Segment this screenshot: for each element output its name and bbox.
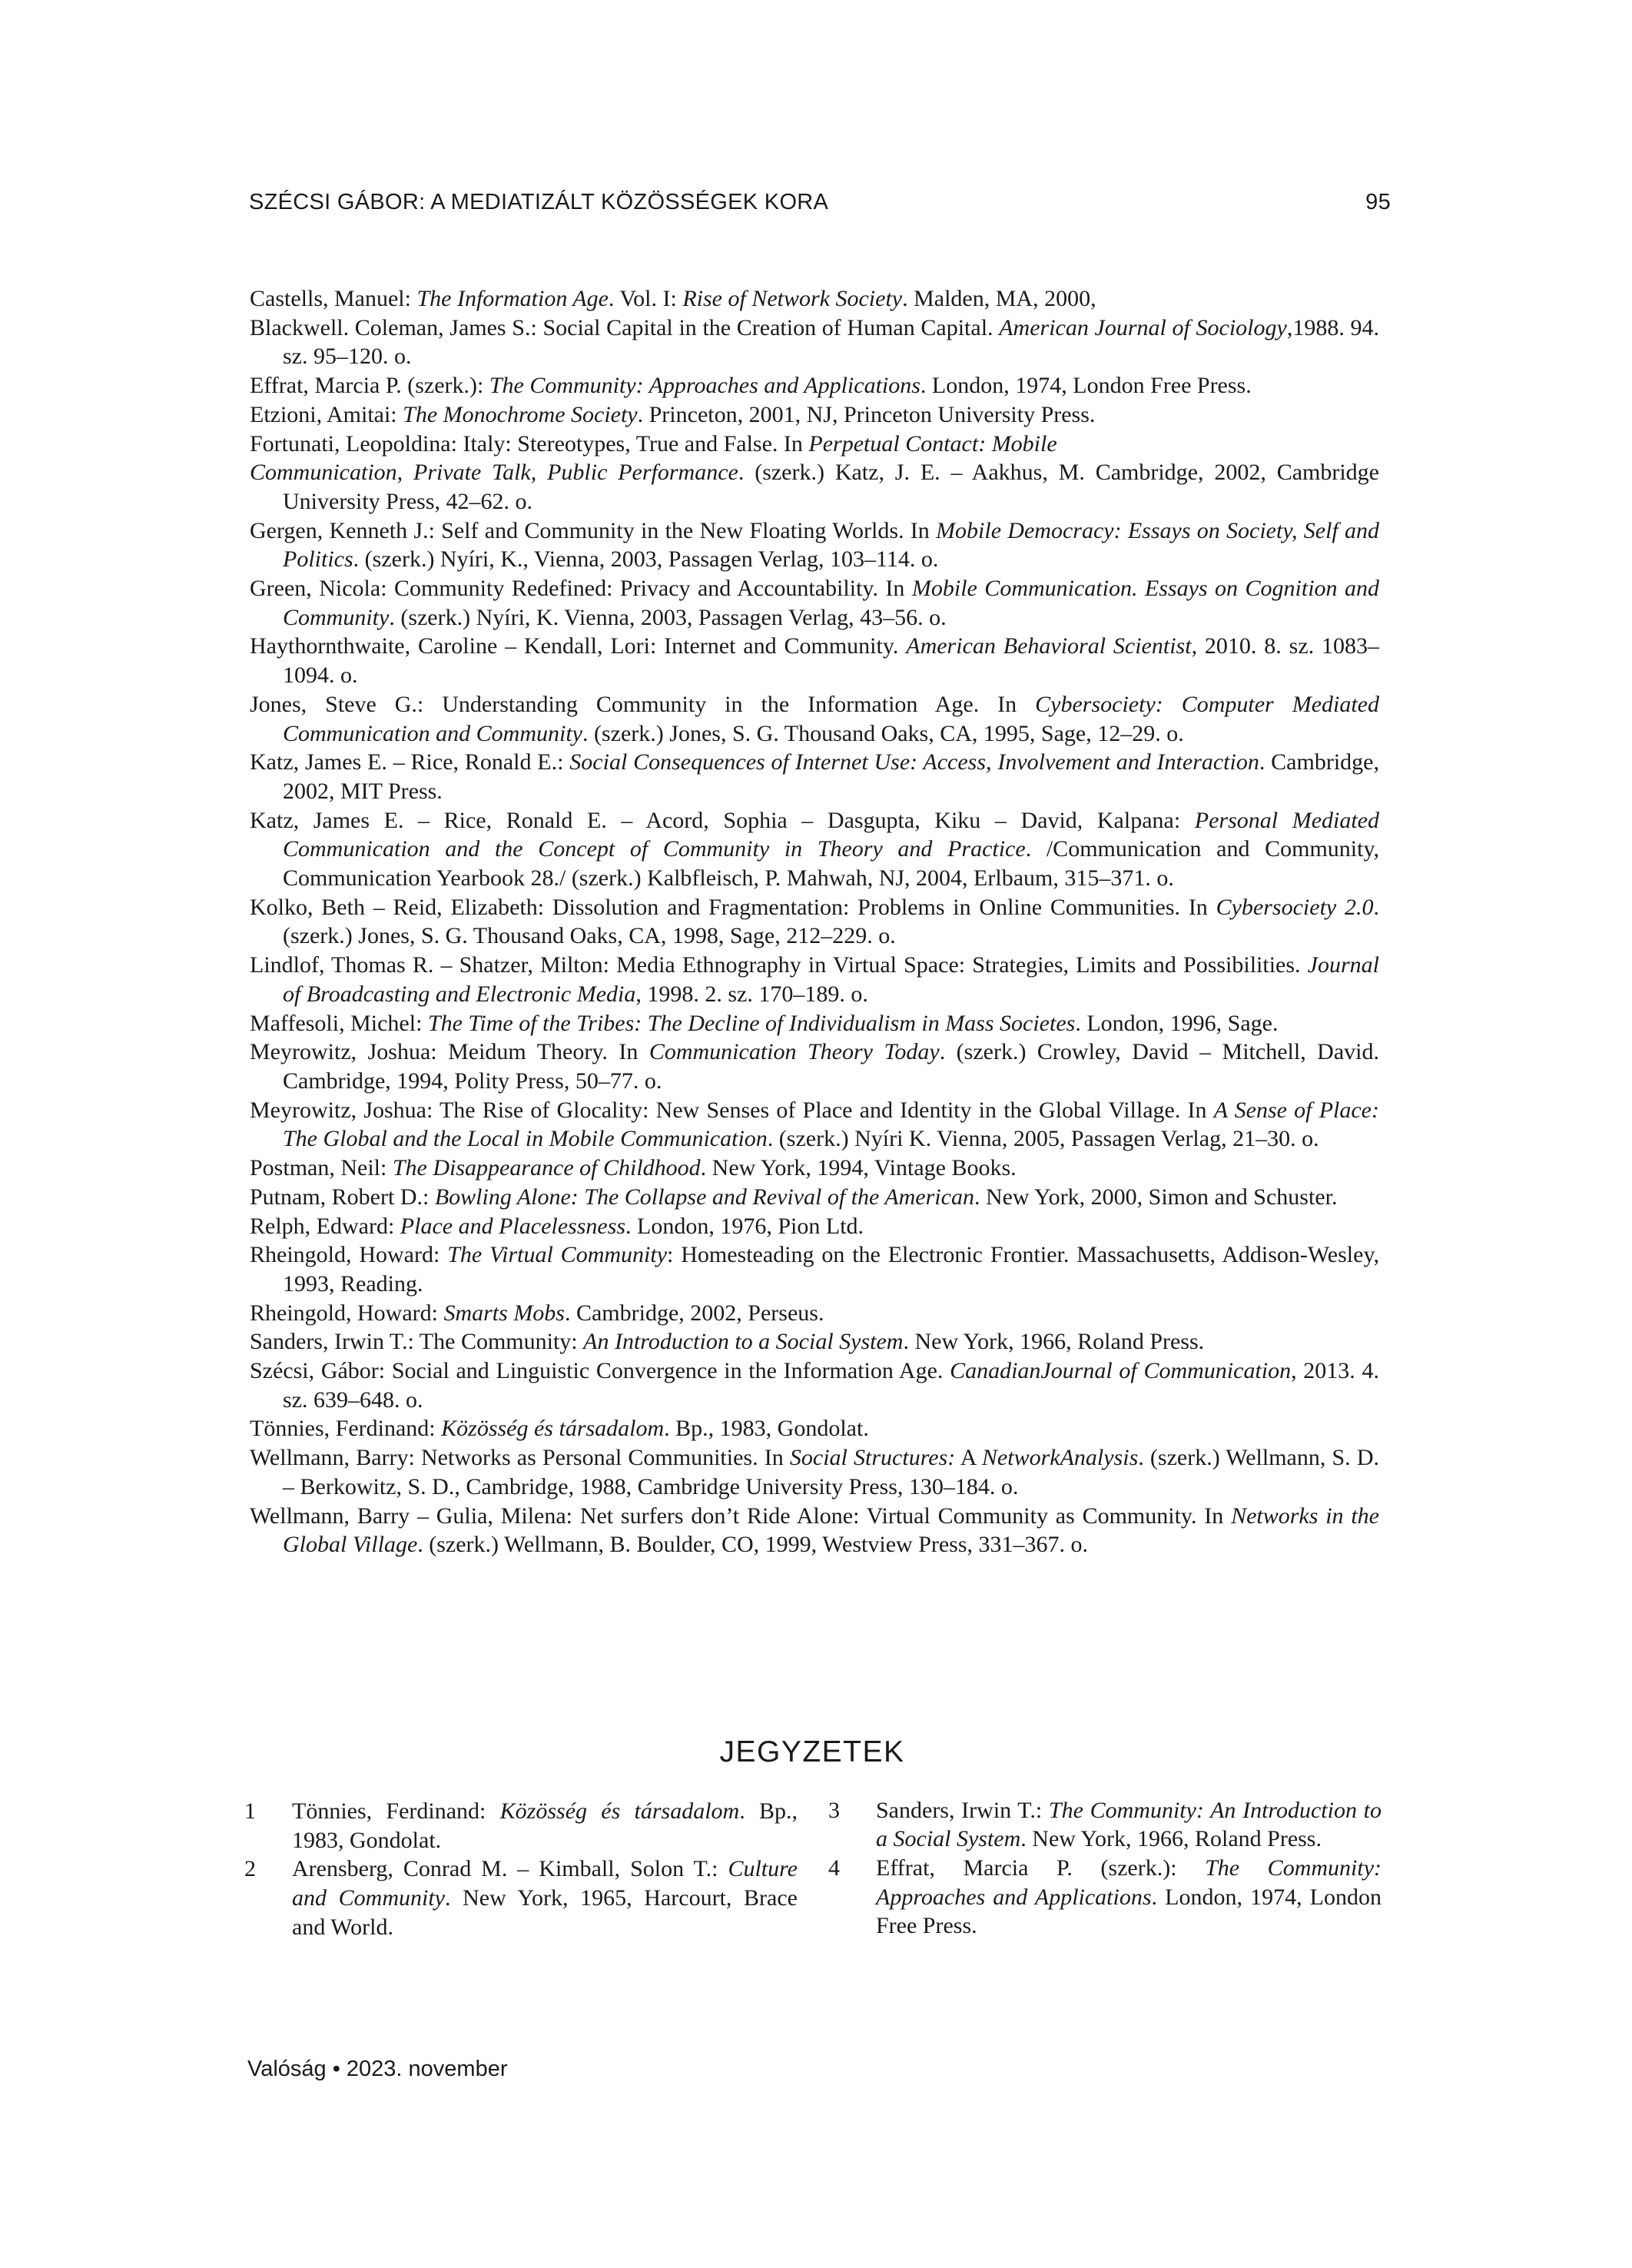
italic-title: Place and Placelessness <box>400 1213 626 1239</box>
italic-title: Cybersociety 2.0 <box>1216 894 1374 920</box>
text-segment: Effrat, Marcia P. (szerk.): <box>250 373 489 399</box>
footer-text: Valóság • 2023. november <box>247 2057 508 2081</box>
endnote-text <box>292 1797 798 1855</box>
reference-entry <box>250 458 1379 516</box>
text-segment: . Bp., 1983, Gondolat. <box>664 1416 869 1442</box>
text-segment: Blackwell. Coleman, James S.: Social Capital in the Creation of Human Capital. <box>250 314 1000 340</box>
text-segment: Kolko, Beth – Reid, Elizabeth: Dissolution and Fragmentation: Problems in Online Communities. In <box>250 894 1216 920</box>
text-segment: Lindlof, Thomas R. – Shatzer, Milton: Media Ethnography in Virtual Space: Strategies, Limits and Possibilities. <box>250 952 1308 978</box>
text-segment: Meyrowitz, Joshua: Meidum Theory. In <box>250 1039 649 1065</box>
endnotes-column-left-content <box>244 1797 798 1943</box>
text-segment: , 1998. 2. sz. 170–189. o. <box>635 981 868 1007</box>
text-segment: , 2010. 8. sz. 1083–1094. o. <box>283 633 1379 689</box>
endnote-number: 1 <box>244 1798 256 1824</box>
italic-title: Communication, Private Talk, Public Performance <box>250 460 738 486</box>
endnotes-list <box>244 1797 1382 1943</box>
running-title: SZÉCSI GÁBOR: A MEDIATIZÁLT KÖZÖSSÉGEK KORA <box>249 190 829 214</box>
italic-title: An Introduction to a Social System <box>583 1329 904 1355</box>
italic-title: Social Consequences of Internet Use: Access, Involvement and Interaction <box>569 749 1259 775</box>
reference-entry <box>250 1299 1379 1328</box>
endnote-text <box>876 1797 1382 1854</box>
page-number: 95 <box>1365 190 1391 214</box>
endnote-text <box>876 1941 1382 1943</box>
text-segment: Katz, James E. – Rice, Ronald E.: <box>250 749 570 775</box>
reference-entry <box>250 748 1379 805</box>
reference-entry <box>250 314 1379 371</box>
reference-entry <box>250 371 1379 400</box>
text-segment: Wellmann, Barry – Gulia, Milena: Net surfers don’t Ride Alone: Virtual Community as Community. In <box>250 1503 1232 1529</box>
text-segment: . New York, 1966, Roland Press. <box>1020 1826 1322 1852</box>
endnote <box>828 1941 1382 1943</box>
text-segment: Meyrowitz, Joshua: The Rise of Glocality: New Senses of Place and Identity in the Global Village. In <box>250 1097 1214 1123</box>
italic-title: Social Structures: <box>789 1445 956 1471</box>
text-segment: Gergen, Kenneth J.: Self and Community in the New Floating Worlds. In <box>250 517 937 543</box>
italic-title: Culture and Community <box>292 1856 798 1911</box>
italic-title: American Journal of Sociology <box>999 314 1287 340</box>
text-segment: . (szerk.) Jones, S. G. Thousand Oaks, CA, 1995, Sage, 12–29. o. <box>582 720 1184 746</box>
reference-entry <box>250 430 1379 459</box>
reference-entry <box>250 690 1379 748</box>
endnote-number: 4 <box>828 1855 840 1881</box>
text-segment: . (szerk.) Crowley, David – Mitchell, David. Cambridge, 1994, Polity Press, 50–77. o. <box>283 1039 1379 1094</box>
italic-title: The Time of the Tribes: The Decline of Individualism in Mass Societes <box>427 1010 1076 1036</box>
italic-title: CanadianJournal of Communication <box>950 1358 1292 1384</box>
text-segment: Green, Nicola: Community Redefined: Privacy and Accountability. In <box>250 576 912 602</box>
text-segment: Relph, Edward: <box>250 1213 400 1239</box>
italic-title: Networks in the Global Village <box>283 1503 1379 1558</box>
italic-title: Rise of Network Society <box>682 286 903 311</box>
endnote-number: 3 <box>828 1797 840 1823</box>
reference-entry <box>250 1183 1379 1212</box>
reference-entry <box>250 1038 1379 1095</box>
text-segment: Castells, Manuel: <box>250 286 417 311</box>
reference-entry <box>250 1327 1379 1356</box>
text-segment: . /Communication and Community, Communication Yearbook 28./ (szerk.) Kalbfleisch, P. Mahwah, NJ, 2004, Erlbaum, 315–371. o. <box>283 836 1380 892</box>
text-segment: . Bp., 1983, Gondolat. <box>292 1798 798 1853</box>
text-segment: . London, 1996, Sage. <box>1075 1010 1279 1036</box>
italic-title: The Disappearance of Childhood <box>392 1155 701 1181</box>
text-segment: . (szerk.) Nyíri, K. Vienna, 2003, Passagen Verlag, 43–56. o. <box>389 604 947 630</box>
reference-entry <box>250 1414 1379 1443</box>
text-segment: , 2013. 4. sz. 639–648. o. <box>283 1358 1379 1413</box>
endnote-text <box>876 1854 1382 1941</box>
endnote <box>244 1797 798 1855</box>
text-segment: Putnam, Robert D.: <box>250 1184 435 1210</box>
italic-title: Smarts Mobs <box>443 1300 565 1326</box>
reference-entry <box>250 1443 1379 1501</box>
text-segment: . New York, 1966, Roland Press. <box>903 1329 1205 1355</box>
italic-title: The Information Age <box>416 286 609 311</box>
reference-entry <box>250 632 1379 689</box>
italic-title: Personal Mediated Communication and the Concept of Community in Theory and Practice <box>283 807 1379 862</box>
text-segment: Effrat, Marcia P. (szerk.): <box>876 1855 1206 1881</box>
endnote <box>828 1854 1382 1941</box>
text-segment: Arensberg, Conrad M. – Kimball, Solon T.: <box>292 1856 728 1882</box>
italic-title: The Virtual Community <box>447 1242 668 1268</box>
text-segment: Katz, James E. – Rice, Ronald E. – Acord, Sophia – Dasgupta, Kiku – David, Kalpana: <box>250 807 1195 833</box>
text-segment: Fortunati, Leopoldina: Italy: Stereotypes, True and False. In <box>250 430 809 457</box>
text-segment: Wellmann, Barry: Networks as Personal Communities. In <box>250 1445 790 1471</box>
running-header <box>249 190 1391 215</box>
italic-title: American Behavioral Scientist <box>906 633 1192 659</box>
text-segment: : Homesteading on the Electronic Frontier. Massachusetts, Addison-Wesley, 1993, Reading. <box>283 1242 1379 1297</box>
text-segment: . Princeton, 2001, NJ, Princeton University Press. <box>637 401 1096 427</box>
reference-entry <box>250 893 1379 951</box>
text-segment: A <box>955 1445 982 1471</box>
italic-title: The Community: Approaches and Applications <box>876 1855 1382 1910</box>
text-segment: . New York, 2000, Simon and Schuster. <box>974 1184 1338 1210</box>
endnote-text <box>292 1855 798 1941</box>
text-segment: . Malden, MA, 2000, <box>902 286 1096 311</box>
text-segment: Tönnies, Ferdinand: <box>292 1798 500 1824</box>
reference-entry <box>250 806 1379 893</box>
text-segment: Etzioni, Amitai: <box>250 401 403 427</box>
page-footer <box>247 2057 508 2082</box>
text-segment: Sanders, Irwin T.: The Community: <box>250 1329 584 1355</box>
reference-entry <box>250 1154 1379 1183</box>
text-segment: . Vol. I: <box>608 286 683 311</box>
notes-heading <box>0 1735 1632 1769</box>
text-segment: . London, 1974, London Free Press. <box>876 1884 1382 1939</box>
text-segment: . (szerk.) Nyíri K. Vienna, 2005, Passagen Verlag, 21–30. o. <box>767 1126 1319 1152</box>
notes-title: JEGYZETEK <box>719 1735 905 1768</box>
endnote-number <box>828 1941 876 1943</box>
endnotes-column-right <box>828 1797 1382 1943</box>
reference-entry <box>250 1356 1379 1414</box>
reference-entry <box>250 284 1379 314</box>
italic-title: Mobile Communication. Essays on Cognition and Community <box>283 576 1379 630</box>
reference-entry <box>250 1502 1379 1559</box>
reference-entry <box>250 574 1379 632</box>
italic-title: Bowling Alone: The Collapse and Revival of the American <box>434 1184 974 1210</box>
text-segment: Szécsi, Gábor: Social and Linguistic Convergence in the Information Age. <box>250 1358 950 1384</box>
text-segment: ,1988. 94. sz. 95–120. o. <box>283 314 1380 370</box>
italic-title: Közösség és társadalom <box>441 1416 665 1442</box>
text-segment <box>876 1942 1339 1943</box>
italic-title: Communication Theory Today <box>648 1039 940 1065</box>
text-segment: Jones, Steve G.: Understanding Community in the Information Age. In <box>250 691 1036 717</box>
italic-title: The Community: An Introduction to a Social System <box>876 1797 1382 1852</box>
reference-entry <box>250 400 1379 430</box>
italic-title: NetworkAnalysis <box>981 1445 1139 1471</box>
italic-title: The Monochrome Society <box>403 401 638 427</box>
endnote <box>244 1855 798 1941</box>
text-segment: . New York, 1965, Harcourt, Brace and World. <box>292 1885 798 1940</box>
italic-title: Perpetual Contact: Mobile <box>808 430 1057 457</box>
endnote-number <box>244 1942 292 1943</box>
italic-title: The Community: Approaches and Applications <box>489 373 920 399</box>
endnote <box>244 1942 798 1943</box>
italic-title: Mobile Democracy: Essays on Society, Self and Politics <box>283 517 1379 573</box>
italic-title: Cybersociety: Computer Mediated Communication and Community <box>283 691 1379 746</box>
reference-entry <box>250 1240 1379 1298</box>
endnotes-column-left <box>244 1797 798 1943</box>
endnotes-column-right-content <box>828 1797 1382 1943</box>
text-segment: . New York, 1994, Vintage Books. <box>700 1155 1017 1181</box>
text-segment: . London, 1974, London Free Press. <box>920 373 1252 399</box>
text-segment: Rheingold, Howard: <box>250 1300 444 1326</box>
text-segment: Rheingold, Howard: <box>250 1242 448 1268</box>
reference-entry <box>250 1009 1379 1038</box>
endnote <box>828 1797 1382 1854</box>
text-segment: Maffesoli, Michel: <box>250 1010 428 1036</box>
text-segment: . Cambridge, 2002, Perseus. <box>564 1300 824 1326</box>
text-segment: . (szerk.) Jones, S. G. Thousand Oaks, CA, 1998, Sage, 212–229. o. <box>283 894 1380 949</box>
reference-entry <box>250 1096 1379 1154</box>
text-segment: Tönnies, Ferdinand: <box>250 1416 442 1442</box>
italic-title: Journal of Broadcasting and Electronic Media <box>283 952 1379 1007</box>
text-segment: . (szerk.) Wellmann, B. Boulder, CO, 1999, Westview Press, 331–367. o. <box>417 1532 1089 1558</box>
text-segment: . Cambridge, 2002, MIT Press. <box>283 749 1379 804</box>
bibliography-list <box>250 284 1379 1559</box>
reference-entry <box>250 1212 1379 1241</box>
text-segment: . (szerk.) Katz, J. E. – Aakhus, M. Cambridge, 2002, Cambridge University Press, 42–62. o. <box>283 460 1379 514</box>
reference-entry <box>250 516 1379 574</box>
text-segment: Sanders, Irwin T.: <box>876 1797 1049 1823</box>
italic-title: A Sense of Place: The Global and the Local in Mobile Communication <box>283 1097 1379 1152</box>
italic-title: Közösség és társadalom <box>499 1798 740 1824</box>
text-segment: Haythornthwaite, Caroline – Kendall, Lori: Internet and Community. <box>250 633 907 659</box>
endnote-number: 2 <box>244 1856 256 1882</box>
text-segment: . (szerk.) Wellmann, S. D. – Berkowitz, S. D., Cambridge, 1988, Cambridge University Press, 130–184. o. <box>283 1445 1380 1499</box>
text-segment: . London, 1976, Pion Ltd. <box>625 1213 864 1239</box>
endnote-text <box>292 1942 798 1943</box>
text-segment: Postman, Neil: <box>250 1155 393 1181</box>
text-segment: . (szerk.) Nyíri, K., Vienna, 2003, Passagen Verlag, 103–114. o. <box>353 546 939 573</box>
reference-entry <box>250 951 1379 1008</box>
